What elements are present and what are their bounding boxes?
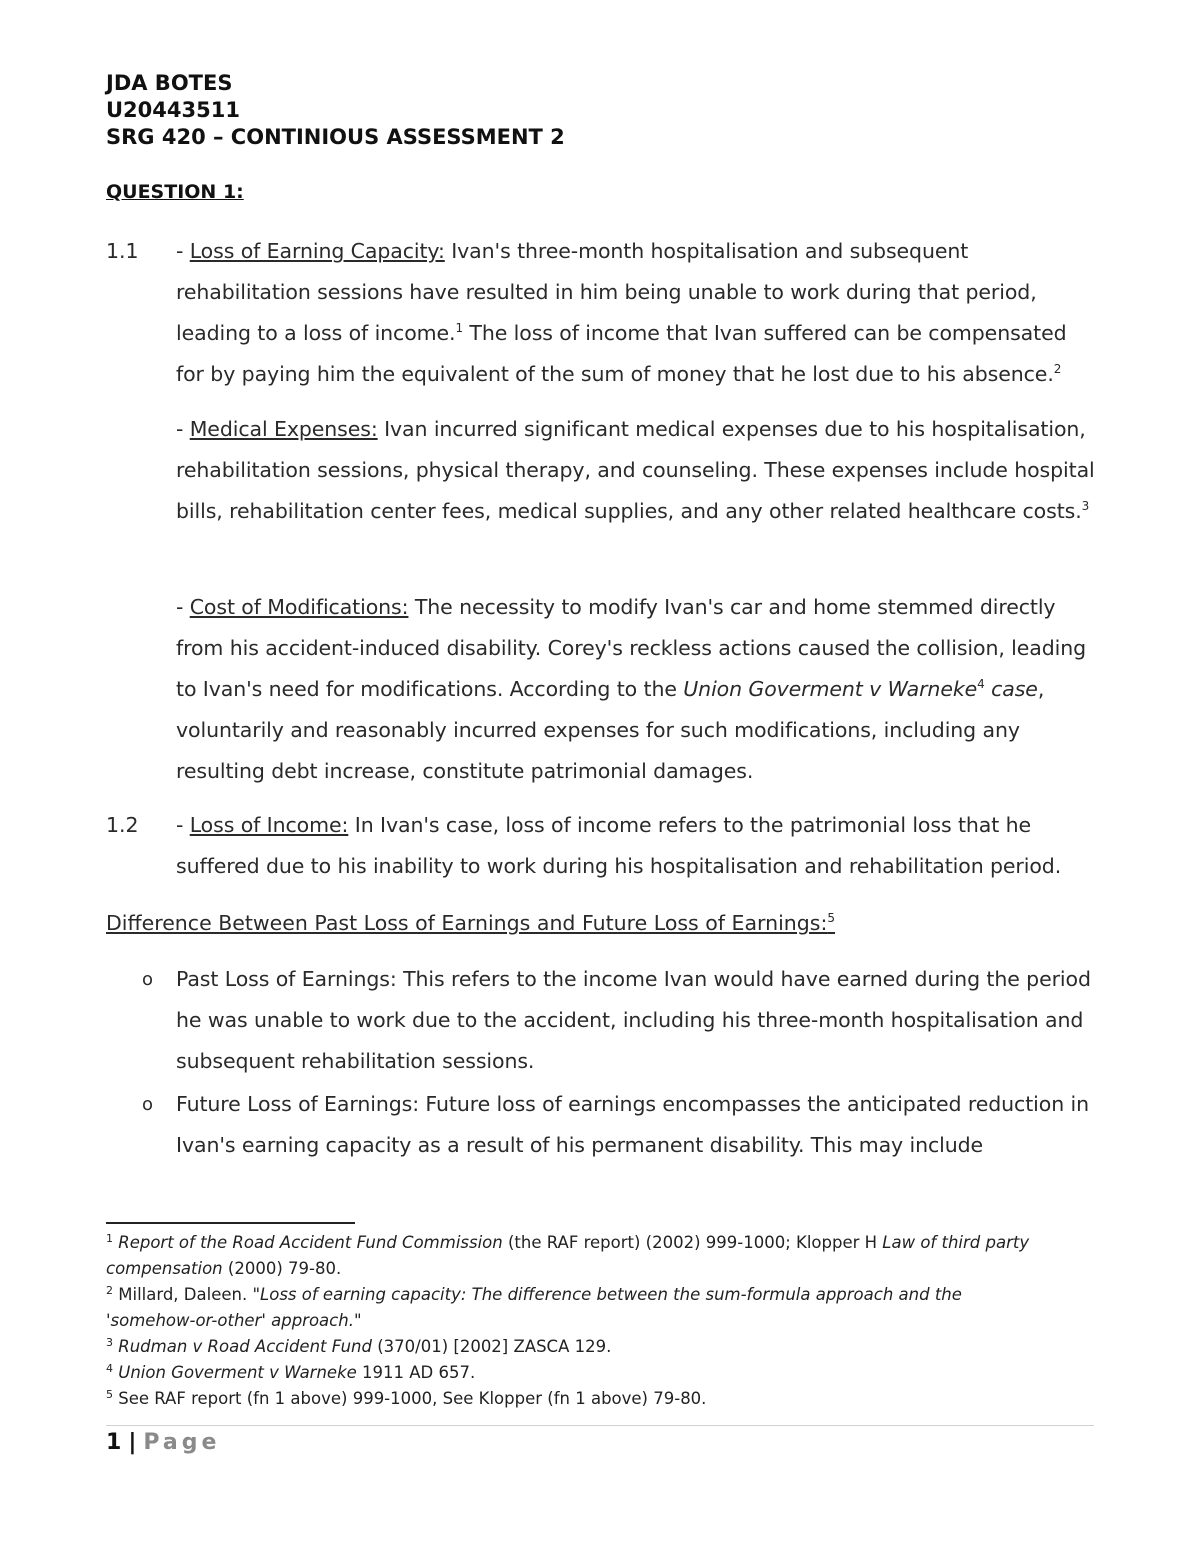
bullet-marker: o [142,969,153,990]
question-title: QUESTION 1: [106,181,244,203]
footnote-1: $^1$ Report of the Road Accident Fund Commission (the RAF report) (2002) 999-1000; Klopper H Law of third party compensation (2000) 79-80. [106,1232,1030,1278]
document-header [106,70,565,151]
section-number-1-2: 1.2 [106,813,139,837]
paragraph-cost-of-modifications: - Cost of Modifications: The necessity to modify Ivan's car and home stemmed directly from his accident-induced disability. Corey's reckless actions caused the collision, leading to Ivan's need for modifications. According to the Union Goverment v Warneke$^4$ case, voluntarily and reasonably incurred expenses for such modifications, including any resulting debt increase, constitute patrimonial damages. [176,595,1087,783]
heading-medical-expenses: Medical Expenses: [189,417,378,441]
footnote-5: $^5$ See RAF report (fn 1 above) 999-1000, See Klopper (fn 1 above) 79-80. [106,1388,707,1408]
footer-rule [106,1425,1094,1426]
heading-loss-of-earning-capacity: Loss of Earning Capacity: [189,239,445,263]
case-name: Union Goverment v Warneke [683,677,978,701]
paragraph-medical-expenses: - Medical Expenses: Ivan incurred significant medical expenses due to his hospitalisation, rehabilitation sessions, physical therapy, and counseling. These expenses include hospital bills, rehabilitation center fees, medical supplies, and any other related healthcare costs.$^3$ [176,417,1095,523]
page-footer [106,1428,220,1458]
difference-heading: Difference Between Past Loss of Earnings and Future Loss of Earnings:$^5$ [106,911,836,935]
bullet-past-loss: o Past Loss of Earnings: This refers to the income Ivan would have earned during the period he was unable to work due to the accident, including his three-month hospitalisation and subsequent rehabilitation sessions. [176,959,1098,1082]
footnote-separator [106,1222,355,1224]
paragraph-loss-of-income: - Loss of Income: In Ivan's case, loss of income refers to the patrimonial loss that he suffered due to his inability to work during his hospitalisation and rehabilitation period. [176,813,1062,878]
footnote-ref-4: 4 [977,677,985,691]
footnote-ref-2: 2 [1053,362,1062,376]
bullet-marker: o [142,1094,153,1115]
bullet-future-loss: o Future Loss of Earnings: Future loss of earnings encompasses the anticipated reduction in Ivan's earning capacity as a result of his permanent disability. This may include [176,1084,1098,1166]
student-number: U20443511 [106,98,240,122]
footnote-3: $^3$ Rudman v Road Accident Fund (370/01) [2002] ZASCA 129. [106,1336,612,1356]
heading-cost-of-modifications: Cost of Modifications: [189,595,409,619]
section-number-1-1: 1.1 [106,239,139,263]
course-title: SRG 420 – CONTINIOUS ASSESSMENT 2 [106,125,565,149]
page-number: 1 [106,1430,122,1455]
author-name: JDA BOTES [106,71,233,95]
footnote-ref-5: 5 [827,911,836,925]
footnote-ref-3: 3 [1081,499,1090,513]
footnote-4: $^4$ Union Goverment v Warneke 1911 AD 657. [106,1362,476,1382]
paragraph-loss-of-earning-capacity: - Loss of Earning Capacity: Ivan's three-month hospitalisation and subsequent rehabilitation sessions have resulted in him being unable to work during that period, leading to a loss of income.$^1$ The loss of income that Ivan suffered can be compensated for by paying him the equivalent of the sum of money that he lost due to his absence.$^2$ [176,239,1067,386]
page-label: Page [143,1430,221,1455]
footnote-2: $^2$ Millard, Daleen. "Loss of earning capacity: The difference between the sum-formula approach and the 'somehow-or-other' approach." [106,1284,962,1330]
footnotes [106,1230,1046,1412]
heading-loss-of-income: Loss of Income: [189,813,349,837]
footer-separator: | [128,1430,137,1455]
footnote-ref-1: 1 [455,321,464,335]
